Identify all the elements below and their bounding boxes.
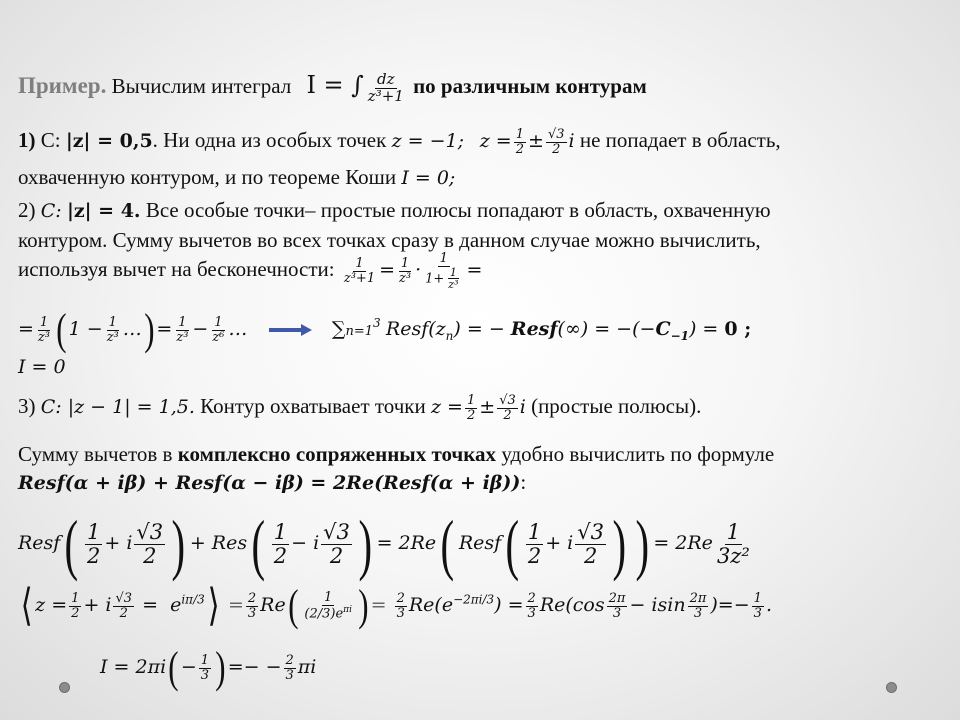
case3-tail: (простые полюсы). (531, 394, 702, 418)
cauchy-result: I = 0; (401, 167, 456, 189)
case3-text: Контур охватывает точки (200, 394, 426, 418)
case2-line2 (18, 228, 761, 252)
intro-text: Вычислим интеграл (111, 74, 292, 99)
series-result: I = 0 (18, 356, 66, 378)
case1-point1: z = −1; (391, 130, 464, 152)
intro-tail: по различным контурам (413, 74, 647, 99)
case1-modulus: |z| = 0,5 (65, 130, 153, 152)
case1-line2-text: охваченную контуром, и по теореме Коши (18, 165, 397, 189)
example-heading-line: Пример. Вычислим интеграл I = ∫ $\frac{dz}{\text{z³+1}}$ по различным контурам (18, 70, 647, 105)
arrow-right-icon (267, 323, 313, 337)
heading: Пример. (18, 73, 107, 99)
final-result: I = 2πi( − $\frac{1}{3}$ ) =− − $\frac{2}{3}$ πi (100, 643, 317, 692)
conjugate-formula: Resf(α + iβ) + Resf(α − iβ) = 2Re(Resf(α + iβ)): (18, 470, 527, 494)
residue-formula: Resf( $\frac{1}{2}$ + i $\frac{√3}{2}$ ) + Res( $\frac{1}{2}$ − i $\frac{√3}{2}$ ) = 2Re( Resf( $\frac{1}{2}$ + i $\frac{√3}{2}$ ) ) = 2Re $\frac{1}{\text{3z²}}$ (18, 506, 750, 582)
case1-line2 (18, 165, 455, 190)
case2-label: 2) (18, 198, 36, 222)
case3-label: 3) (18, 394, 36, 418)
case2-text: Все особые точки– простые полюсы попадают в область, охваченную (145, 198, 771, 222)
case2-modulus: |z| = 4. (66, 200, 141, 222)
sum-text-c: удобно вычислить по формуле (501, 442, 775, 466)
series-line: = $\frac{1}{\text{z³}}$ ( 1 − $\frac{1}{\text{z³}}$ …) = $\frac{1}{\text{z³}}$ − $\frac{1}{\text{z⁶}}$ … $\sum n=1^3$ $Resf(z_n)$ = − Resf(∞) = $-(-C_{-1}) = 0$ ; (18, 305, 752, 354)
sum-text-a: Сумму вычетов в (18, 442, 173, 466)
case2-line3-text: используя вычет на бесконечности: (18, 257, 335, 282)
case2-line: 2) C: |z| = 4. Все особые точки– простые полюсы попадают в область, охваченную (18, 198, 771, 222)
left-nav-dot[interactable] (59, 682, 70, 693)
case1-label: 1) (18, 128, 36, 152)
case1-contour: C: (40, 128, 61, 152)
case1-text: Ни одна из особых точек (163, 128, 387, 152)
substitution-line: ⟨ z = $\frac{1}{2}$ + i $\frac{√3}{2}$ = $e^{i\pi/3}⟩$ = $\frac{2}{3}$ Re( $\frac{1}{(2/3)e^{\pi i}}$ ) = $\frac{2}{3}$ $Re(e^{-2\pi i/3})$ = $\frac{2}{3}$ Re(cos $\frac{2\pi}{3}$ − isin $\frac{2\pi}{3}$ )=− $\frac{1}{3}$ . (20, 581, 772, 630)
case2-line2-text: контуром. Сумму вычетов во всех точках сразу в данном случае можно вычислить, (18, 228, 761, 252)
sum-text-bold: комплексно сопряженных точках (177, 442, 497, 466)
case3-line: 3) C: |z − 1| = 1,5. Контур охватывает точки z = $\frac{1}{2}$ ± $\frac{√3}{2}$ i (простые полюсы). (18, 393, 702, 423)
case2-line3: используя вычет на бесконечности: $\frac{1}{\text{z³+1}}$ = $\frac{1}{\text{z³}}$ · 1 1+ $\frac{1}{\text{z³}}$ = (18, 251, 483, 292)
right-nav-dot[interactable] (886, 682, 897, 693)
sum-line (18, 442, 774, 466)
case1-tail: не попадает в область, (579, 128, 781, 152)
case1-line: 1) C: |z| = 0,5. Ни одна из особых точек z = −1; z = $\frac{1}{2}$ ± $\frac{√3}{2}$ i не попадает в область, (18, 127, 781, 157)
integral-formula: I = ∫ (306, 71, 364, 100)
